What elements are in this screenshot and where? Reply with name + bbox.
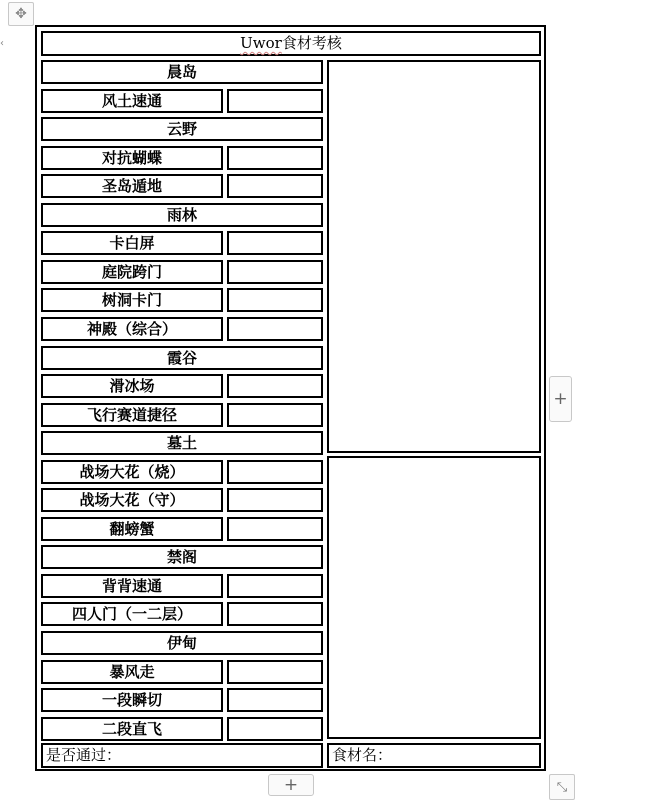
cursor-mark: ‹ [0,38,4,49]
item-label: 一段瞬切 [41,688,223,712]
section-header: 雨林 [41,203,323,227]
table-move-handle[interactable] [8,2,34,26]
item-score-cell[interactable] [227,260,323,284]
notes-box-lower[interactable] [327,456,541,739]
item-label: 庭院跨门 [41,260,223,284]
add-row-button[interactable] [268,774,314,796]
item-label: 风土速通 [41,89,223,113]
item-label: 飞行赛道捷径 [41,403,223,427]
item-score-cell[interactable] [227,688,323,712]
item-label: 战场大花（守） [41,488,223,512]
section-header: 伊甸 [41,631,323,655]
item-score-cell[interactable] [227,288,323,312]
item-label: 战场大花（烧） [41,460,223,484]
item-label: 暴风走 [41,660,223,684]
item-score-cell[interactable] [227,460,323,484]
section-header: 墓土 [41,431,323,455]
item-score-cell[interactable] [227,374,323,398]
item-label: 对抗蝴蝶 [41,146,223,170]
section-header: 霞谷 [41,346,323,370]
item-label: 四人门（一二层） [41,602,223,626]
item-label: 背背速通 [41,574,223,598]
item-score-cell[interactable] [227,717,323,741]
add-column-button[interactable] [549,376,572,422]
item-label: 二段直飞 [41,717,223,741]
item-label: 树洞卡门 [41,288,223,312]
item-score-cell[interactable] [227,146,323,170]
plus-icon: + [283,775,299,795]
pass-label: 是否通过： [41,743,323,768]
title-brand: Uwor [240,34,282,52]
item-score-cell[interactable] [227,574,323,598]
item-label: 滑冰场 [41,374,223,398]
item-label: 翻螃蟹 [41,517,223,541]
item-score-cell[interactable] [227,231,323,255]
section-header: 禁阁 [41,545,323,569]
resize-arrows-icon: ⤡ [556,779,568,795]
plus-icon: + [553,389,568,409]
item-score-cell[interactable] [227,317,323,341]
item-score-cell[interactable] [227,89,323,113]
ingredient-name-label: 食材名： [327,743,541,768]
item-score-cell[interactable] [227,488,323,512]
table-resize-handle[interactable] [549,774,575,800]
item-label: 卡白屏 [41,231,223,255]
section-header: 云野 [41,117,323,141]
move-arrows-icon: ✥ [15,6,27,22]
notes-box-upper[interactable] [327,60,541,453]
section-header: 晨岛 [41,60,323,84]
item-score-cell[interactable] [227,660,323,684]
item-score-cell[interactable] [227,517,323,541]
item-score-cell[interactable] [227,174,323,198]
title-text: 食材考核 [281,34,342,52]
item-score-cell[interactable] [227,602,323,626]
item-label: 圣岛遁地 [41,174,223,198]
item-label: 神殿（综合） [41,317,223,341]
table-title [41,31,541,56]
item-score-cell[interactable] [227,403,323,427]
